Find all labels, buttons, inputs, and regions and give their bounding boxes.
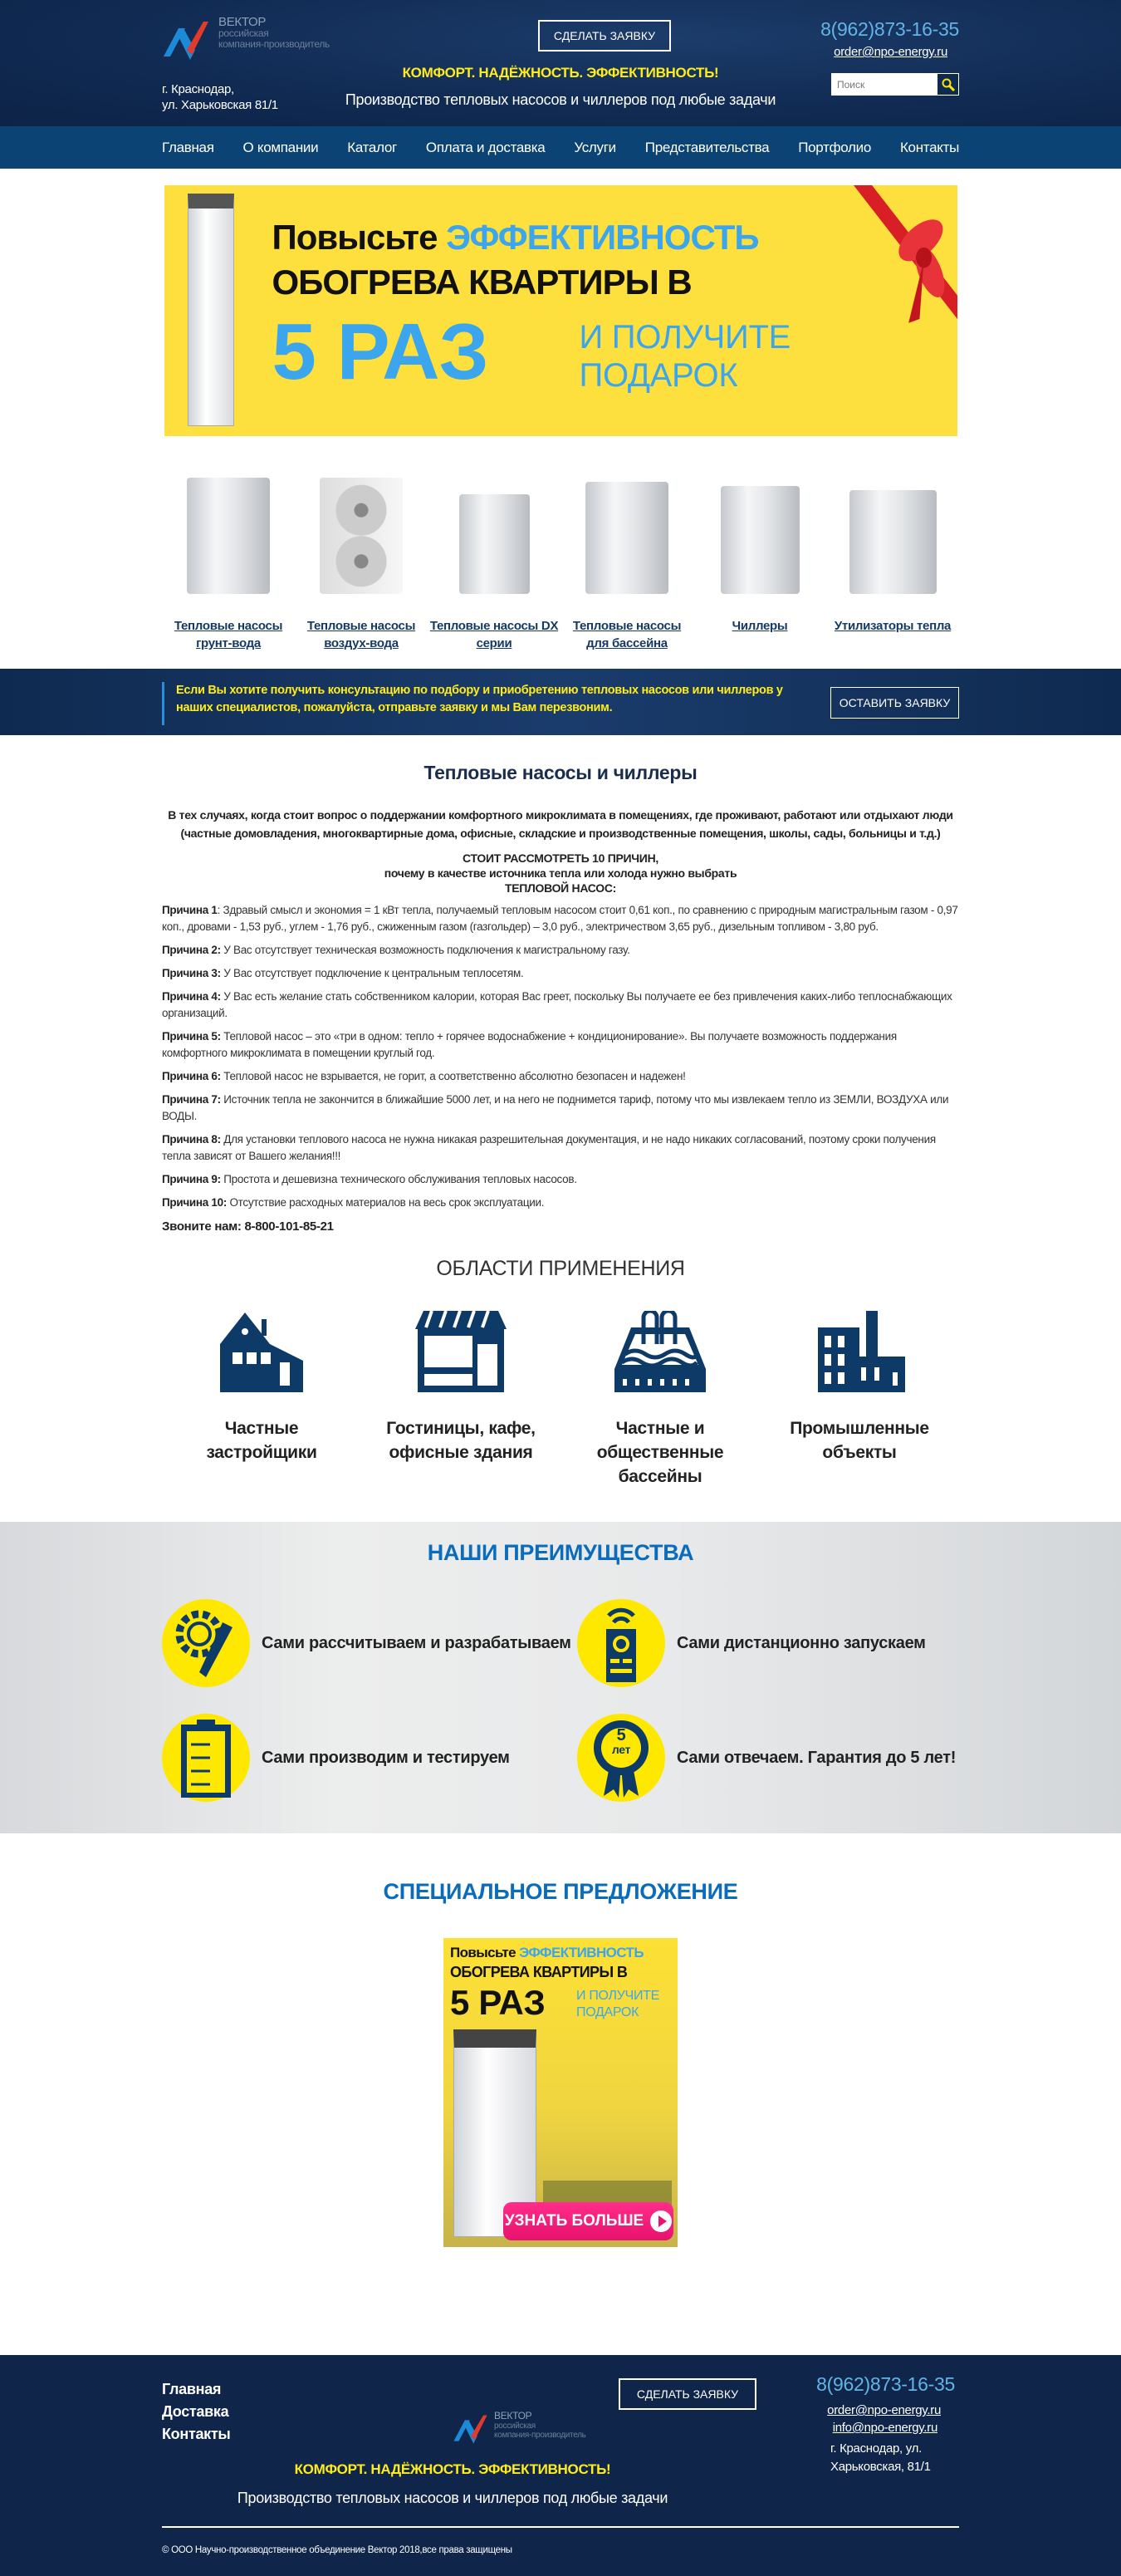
cafe-storefront-icon xyxy=(411,1311,511,1394)
reason-item xyxy=(162,989,959,1022)
area-label: Частные и общественные бассейны xyxy=(596,1419,724,1486)
reason-item xyxy=(162,902,959,935)
remote-control-icon xyxy=(596,1604,646,1683)
footer-divider xyxy=(162,2526,959,2528)
address-line: г. Краснодар, xyxy=(162,82,234,96)
product-link[interactable]: Чиллеры xyxy=(732,619,788,633)
banner-text: И ПОЛУЧИТЕ xyxy=(579,319,791,356)
reason-label: Причина 8: xyxy=(162,1133,221,1146)
reason-item xyxy=(162,1131,959,1165)
product-image xyxy=(849,490,937,594)
reason-text: Отсутствие расходных материалов на весь срок эксплуатации. xyxy=(227,1196,545,1209)
learn-more-button[interactable] xyxy=(503,2202,673,2240)
leave-request-button[interactable]: ОСТАВИТЬ ЗАЯВКУ xyxy=(830,687,959,719)
product-card[interactable] xyxy=(826,469,959,652)
footer-nav-delivery[interactable]: Доставка xyxy=(162,2403,229,2420)
reason-text: Простота и дешевизна технического обслуживания тепловых насосов. xyxy=(220,1173,577,1185)
reason-item xyxy=(162,1171,959,1188)
swimming-pool-icon xyxy=(610,1311,710,1394)
product-link[interactable]: Тепловые насосы для бассейна xyxy=(572,619,682,650)
advantage-item xyxy=(577,1714,959,1802)
badge-number: 5 xyxy=(616,1726,626,1744)
footer-nav-contacts[interactable]: Контакты xyxy=(162,2426,231,2442)
banner-text: ОБОГРЕВА КВАРТИРЫ В xyxy=(272,263,692,302)
reasons-heading-line: СТОИТ РАССМОТРЕТЬ 10 ПРИЧИН, xyxy=(463,851,658,865)
reason-label: Причина 9: xyxy=(162,1173,221,1185)
product-image xyxy=(585,482,668,594)
reason-label: Причина 1 xyxy=(162,904,218,916)
nav-item-home[interactable]: Главная xyxy=(162,140,214,155)
header-email[interactable]: order@npo-energy.ru xyxy=(834,45,947,59)
logo-name: ВЕКТОР xyxy=(494,2410,532,2421)
reason-text: У Вас отсутствует техническая возможность подключения к магистральному газу. xyxy=(220,944,630,956)
site-header xyxy=(0,0,1121,126)
product-categories xyxy=(162,469,959,652)
banner-text: 5 РАЗ xyxy=(272,307,488,396)
reason-item xyxy=(162,1195,959,1211)
logo-tagline: российская xyxy=(218,27,269,39)
banner-text: ЭФФЕКТИВНОСТЬ xyxy=(446,218,759,257)
advantage-text: Сами отвечаем. Гарантия до 5 лет! xyxy=(677,1749,957,1767)
product-card[interactable] xyxy=(693,469,826,652)
consultation-banner xyxy=(0,669,1121,735)
banner-text: 5 РАЗ xyxy=(450,1983,546,2022)
header-phone[interactable]: 8(962)873-16-35 xyxy=(820,18,959,40)
advantage-text: Сами производим и тестируем xyxy=(262,1749,510,1767)
footer-nav xyxy=(162,2378,230,2446)
area-item xyxy=(772,1311,947,1489)
product-card[interactable] xyxy=(295,469,428,652)
footer-email-info[interactable]: info@npo-energy.ru xyxy=(832,2421,937,2435)
learn-more-label: УЗНАТЬ БОЛЬШЕ xyxy=(504,2212,644,2230)
main-content xyxy=(162,762,959,1489)
reason-text: Тепловой насос не взрывается, не горит, а соответственно абсолютно безопасен и надежен! xyxy=(220,1070,686,1082)
reason-text: : Здравый смысл и экономия = 1 кВт тепла, получаемый тепловым насосом стоит 0,61 коп., по сравнению с природным магистральным газом - 0,97 коп., дровами - 1,53 руб., углем - 1,76 руб., сжиженным газом (газгольдер) – 3,0 руб., электричеством 3,65 руб., дизельным топливом - 3,80 руб. xyxy=(162,904,958,933)
product-link[interactable]: Тепловые насосы грунт-вода xyxy=(174,619,283,650)
product-card[interactable] xyxy=(162,469,295,652)
advantage-item xyxy=(577,1599,959,1687)
logo[interactable] xyxy=(162,17,330,68)
call-us-phone: Звоните нам: 8-800-101-85-21 xyxy=(162,1219,334,1234)
clipboard-checklist-icon xyxy=(177,1716,235,1799)
product-image xyxy=(721,486,800,594)
areas-title: ОБЛАСТИ ПРИМЕНЕНИЯ xyxy=(436,1257,685,1280)
reason-item xyxy=(162,965,959,982)
search-input[interactable] xyxy=(832,74,937,95)
logo-icon xyxy=(453,2412,491,2450)
address-line: ул. Харьковская 81/1 xyxy=(162,98,278,112)
product-image xyxy=(320,478,403,594)
footer-order-button[interactable]: СДЕЛАТЬ ЗАЯВКУ xyxy=(619,2378,756,2410)
gift-bow-icon xyxy=(854,185,957,335)
logo-tagline: компания-производитель xyxy=(494,2431,586,2440)
site-footer xyxy=(0,2355,1121,2576)
reason-item xyxy=(162,1028,959,1062)
advantage-text: Сами рассчитываем и разрабатываем xyxy=(262,1634,571,1652)
banner-text: И ПОЛУЧИТЕ xyxy=(576,1989,659,2003)
reason-label: Причина 2: xyxy=(162,944,221,956)
logo-name: ВЕКТОР xyxy=(218,15,267,29)
gear-pencil-icon xyxy=(173,1606,239,1681)
reasons-heading-line: ТЕПЛОВОЙ НАСОС: xyxy=(504,881,617,895)
order-button[interactable]: СДЕЛАТЬ ЗАЯВКУ xyxy=(538,20,671,52)
special-offer-title: СПЕЦИАЛЬНОЕ ПРЕДЛОЖЕНИЕ xyxy=(383,1879,738,1904)
page-title: Тепловые насосы и чиллеры xyxy=(423,762,698,783)
logo-tagline: компания-производитель xyxy=(218,38,330,50)
reason-item xyxy=(162,942,959,959)
advantages-title: НАШИ ПРЕИМУЩЕСТВА xyxy=(427,1540,694,1565)
product-card[interactable] xyxy=(428,469,560,652)
footer-logo xyxy=(453,2412,586,2450)
nav-item-portfolio[interactable]: Портфолио xyxy=(798,140,872,155)
product-image xyxy=(459,494,530,594)
area-item xyxy=(573,1311,747,1489)
search-icon xyxy=(942,78,955,91)
reason-text: Источник тепла не закончится в ближайшие 5000 лет, и на него не поднимется тариф, потому что мы извлекаем тепло из ЗЕМЛИ, ВОЗДУХА или ВОДЫ. xyxy=(162,1093,949,1122)
reason-text: Для установки теплового насоса не нужна никакая разрешительная документация, и не надо никаких согласований, поэтому сроки получения тепла зависят от Вашего желания!!! xyxy=(162,1133,936,1162)
application-areas xyxy=(162,1311,959,1489)
promo-banner[interactable] xyxy=(164,185,957,436)
advantages-section xyxy=(0,1522,1121,1833)
advantage-item xyxy=(162,1714,577,1802)
product-link[interactable]: Тепловые насосы воздух-вода xyxy=(306,619,416,650)
copyright: © ООО Научно-производственное объединение Вектор 2018,все права защищены xyxy=(162,2545,512,2555)
nav-item-contacts[interactable]: Контакты xyxy=(899,140,959,155)
special-offer-banner[interactable] xyxy=(443,1938,678,2247)
product-link[interactable]: Утилизаторы тепла xyxy=(834,619,952,633)
advantage-item xyxy=(162,1599,577,1687)
reason-label: Причина 6: xyxy=(162,1070,221,1082)
house-icon xyxy=(212,1311,311,1394)
special-offer-section xyxy=(0,1833,1121,2247)
banner-text: ПОДАРОК xyxy=(576,2005,639,2019)
banner-text: Повысьте xyxy=(272,218,438,257)
factory-icon xyxy=(810,1311,909,1394)
play-icon xyxy=(650,2210,672,2232)
footer-email-order[interactable]: order@npo-energy.ru xyxy=(827,2403,941,2417)
reason-label: Причина 3: xyxy=(162,967,221,979)
slogan: КОМФОРТ. НАДЁЖНОСТЬ. ЭФФЕКТИВНОСТЬ! xyxy=(402,65,719,81)
nav-item-offices[interactable]: Представительства xyxy=(644,140,770,155)
area-label: Частные застройщики xyxy=(206,1419,317,1462)
search-button[interactable] xyxy=(937,74,958,95)
heat-pump-image xyxy=(188,194,234,426)
product-link[interactable]: Тепловые насосы DX серии xyxy=(429,619,559,650)
reasons-heading xyxy=(162,851,959,895)
reason-item xyxy=(162,1068,959,1085)
search-form xyxy=(831,73,959,96)
banner-text: ЭФФЕКТИВНОСТЬ xyxy=(519,1945,644,1960)
reason-text: Тепловой насос – это «три в одном: тепло + горячее водоснабжение + кондиционирование». Вы получаете возможность поддержания комфортного микроклимата в помещении круглый год. xyxy=(162,1030,897,1059)
product-card[interactable] xyxy=(560,469,693,652)
reason-item xyxy=(162,1092,959,1125)
footer-subtitle: Производство тепловых насосов и чиллеров под любые задачи xyxy=(237,2490,668,2506)
advantage-text: Сами дистанционно запускаем xyxy=(677,1634,926,1652)
area-label: Промышленные объекты xyxy=(790,1419,929,1462)
reason-label: Причина 7: xyxy=(162,1093,221,1106)
header-subtitle: Производство тепловых насосов и чиллеров под любые задачи xyxy=(345,91,776,108)
logo-icon xyxy=(162,17,213,68)
footer-nav-home[interactable]: Главная xyxy=(162,2381,222,2397)
main-nav xyxy=(0,126,1121,169)
nav-item-about[interactable]: О компании xyxy=(242,140,319,155)
reason-label: Причина 4: xyxy=(162,990,221,1003)
nav-item-payment[interactable]: Оплата и доставка xyxy=(425,140,546,155)
reason-label: Причина 5: xyxy=(162,1030,221,1043)
logo-tagline: российская xyxy=(494,2421,536,2431)
badge-unit: лет xyxy=(611,1743,631,1756)
reason-text: У Вас отсутствует подключение к центральным теплосетям. xyxy=(220,967,524,979)
footer-phone[interactable]: 8(962)873-16-35 xyxy=(816,2373,955,2395)
area-item xyxy=(174,1311,349,1489)
banner-text: ОБОГРЕВА КВАРТИРЫ В xyxy=(450,1964,628,1980)
reason-text: У Вас есть желание стать собственником калории, которая Вас греет, поскольку Вы получаете ее без привлечения каких-либо теплоснабжающих организаций. xyxy=(162,990,952,1019)
product-image xyxy=(187,478,270,594)
consultation-text: Если Вы хотите получить консультацию по подбору и приобретению тепловых насосов или чиллеров у наших специалистов, пожалуйста, отправьте заявку и мы Вам перезвоним. xyxy=(162,682,810,725)
banner-text: ПОДАРОК xyxy=(579,357,738,394)
area-label: Гостиницы, кафе, офисные здания xyxy=(386,1419,536,1462)
area-item xyxy=(374,1311,548,1489)
reasons-list xyxy=(162,902,959,1211)
intro-text: В тех случаях, когда стоит вопрос о поддержании комфортного микроклимата в помещениях, где проживают, работают или отдыхают люди (частные домовладения, многоквартирные дома, офисные, складские и производственные помещения, школы, сады, больницы и т.д.) xyxy=(168,808,953,840)
footer-address: г. Краснодар, ул. Харьковская, 81/1 xyxy=(830,2441,931,2474)
footer-slogan: КОМФОРТ. НАДЁЖНОСТЬ. ЭФФЕКТИВНОСТЬ! xyxy=(294,2461,611,2477)
reasons-heading-line: почему в качестве источника тепла или холода нужно выбрать xyxy=(384,866,737,880)
banner-text: Повысьте xyxy=(450,1945,516,1960)
nav-item-catalog[interactable]: Каталог xyxy=(347,140,397,155)
reason-label: Причина 10: xyxy=(162,1196,228,1209)
nav-item-services[interactable]: Услуги xyxy=(574,140,616,155)
